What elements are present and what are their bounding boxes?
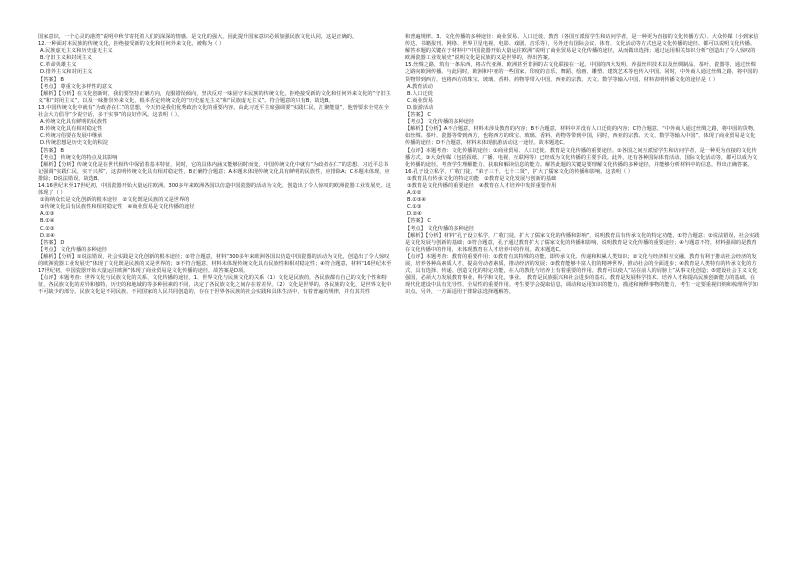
answer-option: A.传统文化具有鲜明的民族性 [40,119,108,126]
text-paragraph: 【解析】【分析】在文化创新时，我们要坚持正确方向，克服错误倾向，坚决反对一味固守本民族的传统文化，拒绝接受新的文化和任何外来文化的“守旧主义”和“封闭主义”，以及一味推崇外来文化，根本否定传统文化的“历史虚无主义”和“民族虚无主义”。符合题意的只有B，故选B。 [38,90,391,104]
text-paragraph: 【考点】 传统文化的特点及其影响 [38,154,118,161]
text-paragraph: 【点评】本题考查：教育的重要作用：①教育有其特殊的功能，即传承文化、传递和积累人类知识；②文化与经济相互交融，教育有利于推动社会经济的发展，培养各种高素质人才，提高劳动者素质，推动经济的发展；③教育能够丰富人们的精神世界，推动社会的全面进步；④教育是人类特有的传承文化的方式，具有选择、传递、创造文化的特定功能，在人的教化与培养上有着重要的作用。教育可以使人“站在前人的肩膀上”从事文化创造；⑤建设社会主义文化强国，必须大力发展教育事业，科学和文化，事业。 教育是民族振兴和社会进步的基石。教育是发展科学技术、培养人才和提高民族创新能力的基础。在现代化建设中具有先导性、全局性的重要作用。考生要学会提取信息，调动和运用知识的能力，描述和阐释事物的能力，考生一定要重视归纳和梳理所学知识点。另外，一方面适用于排除法选择题解答。 [405,253,758,296]
answer-option: C.①③ [407,204,422,211]
answer-option: D.②④ [40,232,55,239]
answer-option: D.传统思想是历史文化的积淀 [40,140,108,147]
text-paragraph: 【点评】本题考查：文化传播的途径：①商业贸易、人口迁徙、教育是文化传播的重要途径。②各国之间互派留学生和访问学者，是一种更为直接的文化传播方式。③大众传媒（包括报纸、广播、电视、互联网等）已经成为文化传播的主要手段。此外，还有各种国际体育活动、国际文化活动等，都可以成为文化传播的途径。考查学生理解能力、获取和解读信息的能力。解答此题的关键是要理解文化传播的多种途径，并能够分析材料中的信息，得出正确答案。 [405,147,758,168]
text-paragraph: 14.16世纪末至17世纪初，中国瓷器开始大量运往欧洲。300多年来欧洲各国以仿造中国瓷器的活动为文化，创造出了令人惊叹的欧洲瓷器工业发展史。这体现了（ ） [38,182,391,197]
text-paragraph: 13.中国传统文化中就有“为政者在仁”的思想，今天仍是我们优秀政治文化的重要内容。由此习近平主席强调要“实践仁民，汇聚能量”，他曾要求全党在全社会大力倡导“少说空话，多干实事”的良好作风。这表明（ ）。 [38,104,390,119]
answer-option: ①教育具有传承文化的特定功能 ②教育是文化发展与创新的基础 [407,175,557,182]
text-paragraph: 12.一种面对本民族的传统文化，拒绝接受新的文化和任何外来文化，被称为（ ） [38,41,225,48]
text-paragraph: 【考点】 文化传播的多种途径 [405,119,475,126]
answer-option: D.②④ [407,211,422,218]
answer-option: B.①③④ [407,197,427,204]
text-paragraph: 16.孔子设立私学，广收门徒，“弟子三千，七十二贤”，扩大了儒家文化的传播和影响。这表明（ ） [405,168,633,175]
text-paragraph: 【解析】【分析】传统文化是在世代相传中保留着基本特征，同时，它的具体内涵又能够因时而变。中国传统文化中就有“为政者在仁”的思想，习近平总书记强调“实践仁民，实干兴邦”，这表明传统文化具有相对稳定性，B正确符合题意；A本题未体现传统文化具有鲜明的民族性，应排除A；C本题未体现，应排除；D说法错误。故选B。 [38,161,390,182]
left-column [38,34,393,296]
text-paragraph: 【答案】 C [405,218,432,225]
text-paragraph: 【点评】本题考查：世界文化与民族文化的关系、文化传播的途径。1、世界文化与民族文化的关系（1）文化是民族的，各民族都有自己的文化个性和特征，各民族文化的差异和独特，历史的和地域的等多种因素的不同，决定了各民族文化之间存在着差异。（2）文化是世界的，各民族的文化，是世界文化中不可缺少的部分。民族文化是不同民族、不同国家的人民共同创造的，存在于世界各民族的社会实践和具体生活中，有着普遍的规律，并有其共性 [38,275,392,296]
answer-option: B.人口迁徙 [407,90,433,97]
answer-option: B.守旧主义和封闭主义 [40,55,92,62]
text-paragraph: 【答案】 B [38,147,64,154]
text-paragraph: 国家意识，一个心灵的港湾”说明中秋节寄托着人们的深深的情感，是文化的强大，因此提升国家意识必须加强民族文化认同，这是正确的。 [38,34,358,40]
text-paragraph: 15.丝绸之路，筑有一条东西，将古代亚洲、欧洲甚至非洲的古文化联接在一起。中国的四大发明、养蚕丝织技术以及丝绸制品、茶叶、瓷器等，通过丝绸之路向欧洲传播。与此同时，欧洲和中亚的一些国家、印度的音乐、舞蹈、绘画、雕塑、建筑艺术等也传入中国。同时，中外商人通过丝绸之路，将中国的货物带到西方，也将西方的珠宝、玻璃、香料、药物等带入中国，西亚的宗教、天文、数学等输入中国，材料表明传播文化的途径是（ ） [405,62,758,83]
text-paragraph: 【考点】 文化传播的多种途径 [405,225,475,232]
text-paragraph: 【解析】【分析】A不合题意，材料未涉及教育的内容；B不合题意，材料中并没有人口迁徙的内容；C符合题意，“中外商人通过丝绸之路，将中国的货物，如丝绸、茶叶、瓷器等带到西方，也将西方的珠宝、玻璃、香料、药物等带到中国，同时，西亚的宗教、天文、数学等输入中国”，体现了商业贸易是文化传播的途径；D不合题意，材料未体现旅游活动这一途径。故本题选C。 [405,126,759,147]
answer-option: C.传统习俗要在发展中继承 [40,133,103,140]
answer-option: ③教育是文化传播的重要途径 ④教育在人才培养中发挥重要作用 [407,182,557,189]
text-paragraph: 【答案】 D [38,239,65,246]
answer-option: B.①④ [40,218,55,225]
answer-option: A.①② [407,190,422,197]
text-paragraph: 【解析】【分析】①说法错误，社会实践是文化创新的根本途径；②符合题意，材料“300多年来欧洲各国以仿造中国瓷器的活动为文化，创造出了令人惊叹的欧洲瓷器工业发展史”体现了文化既是民族的又是世界的；③不符合题意，材料未体现传统文化具有民族性和相对稳定性；④符合题意，材料“16世纪末至17世纪初，中国瓷器开始大量运往欧洲”体现了商业贸易是文化传播的途径。故答案是D项。 [38,253,392,275]
answer-option: C.②③ [40,225,55,232]
text-paragraph: 【考点】 尊重文化多样性的意义 [38,83,113,90]
text-paragraph: 【答案】 C [405,112,432,119]
text-paragraph: 【解析】【分析】材料“孔子设立私学，广收门徒，扩大了儒家文化的传播和影响”，说明教育具有传承文化的特定功能，①符合题意；②说法错误，社会实践是文化发展与创新的基础；③符合题意，孔子通过教育扩大了儒家文化的传播和影响，说明教育是文化传播的重要途径；④与题意不符，材料强调的是教育在文化传播中的作用，未体现教育在人才培养中的作用。故本题选C。 [405,232,760,253]
answer-option: A.民族虚无主义和历史虚无主义 [40,48,113,55]
text-paragraph: 【答案】 B [38,76,64,83]
right-column [405,34,760,296]
answer-option: D.排外主义和封闭主义 [40,69,93,76]
answer-option: C.商业贸易 [407,97,434,104]
answer-option: A.①③ [40,211,55,218]
answer-option: ①海纳众长是文化创新的根本途径 ②文化既是民族的又是世界的 [40,197,190,204]
answer-option: A.教育活动 [407,83,433,90]
text-paragraph: 【考点】 文化传播的多种途径 [38,246,108,253]
answer-option: D.旅游活动 [407,104,434,111]
answer-option: C.革命英雄主义 [40,62,77,69]
answer-option: ③传统文化具有民族性和相对稳定性 ④商业贸易是文化传播的途径 [40,204,195,211]
answer-option: B.传统文化具有相对稳定性 [40,126,103,133]
text-paragraph: 和普遍规律。3、文化传播的多种途径：商业贸易、人口迁徙、教育（各国互派留学生和访问学者，是一种更为直接的文化传播方式）、大众传媒（小到家信传达、书籍报刊、网络、世界卫星电视、电影、戏剧、音乐等），另外还有国际会议、体育、文化活动等方式也是文化传播的途径。都可以说明文化传播。解答本题的关键在于材料中“中国瓷器开始大量运往欧洲”说明了商业贸易是文化传播的途径，从而做出选择；通过运用相关知识分析“创造出了令人惊叹的欧洲瓷器工业发展史”说明文化是民族的又是世界的，得出答案。 [405,34,759,62]
